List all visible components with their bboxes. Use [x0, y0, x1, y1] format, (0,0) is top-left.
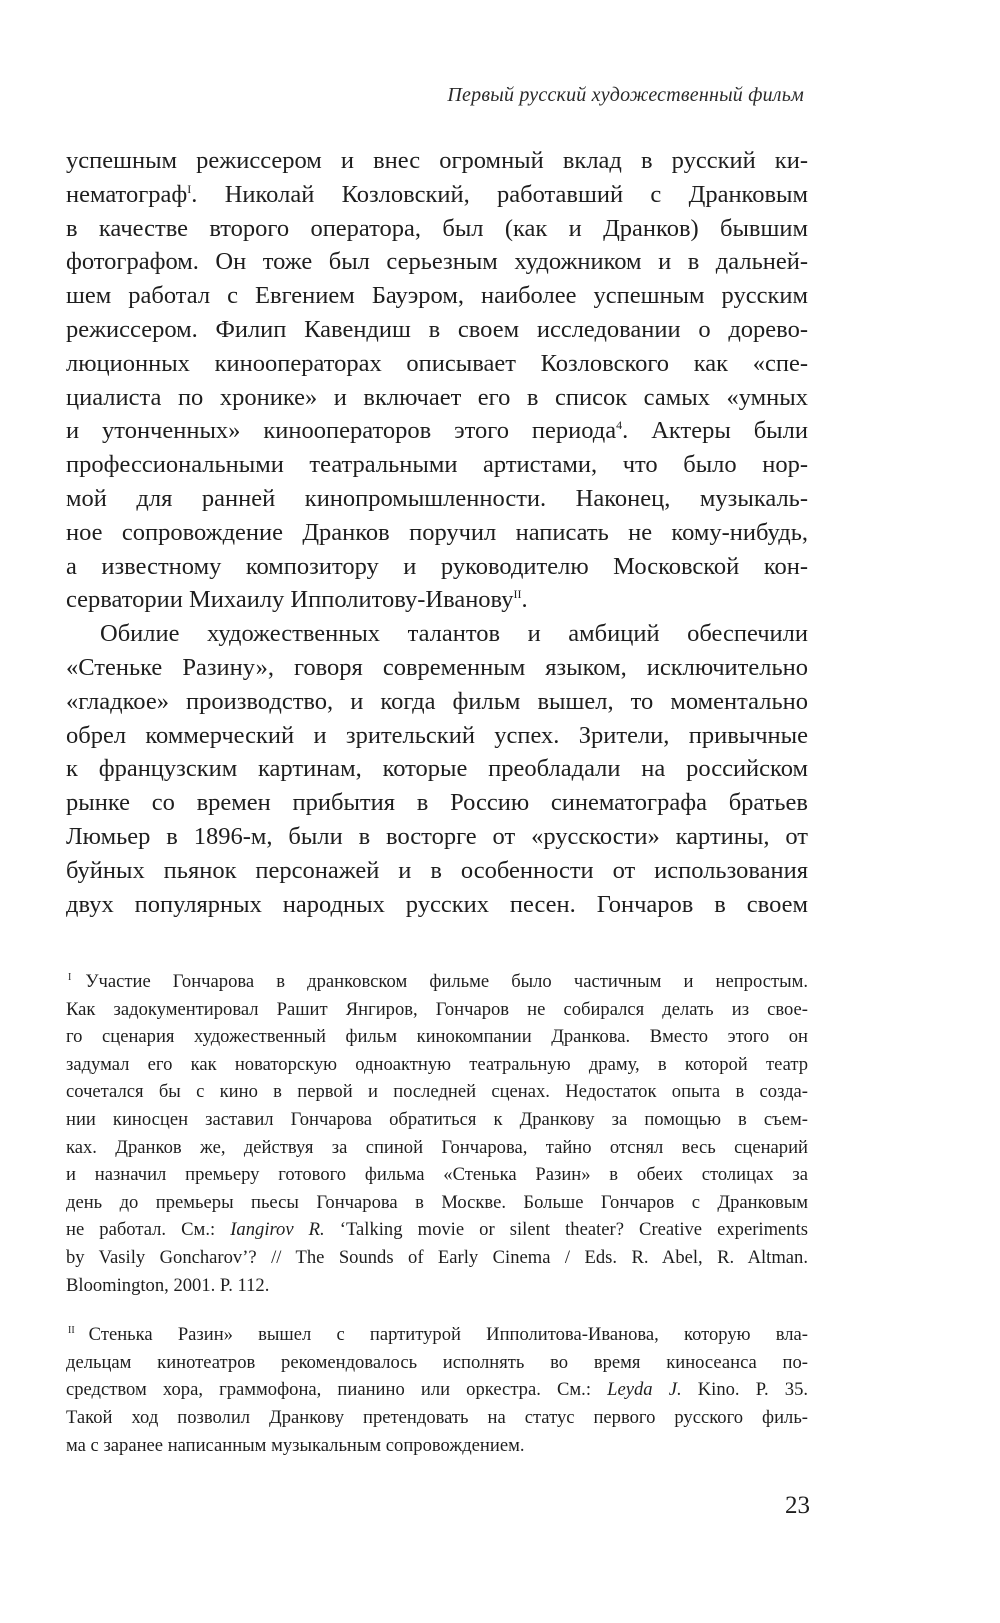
text-line: профессиональными театральными артистами, что было нор-	[66, 451, 808, 479]
footnote-line: задумал его как новаторскую одноактную театральную драму, в которой театр	[66, 1053, 808, 1075]
text-line: в качестве второго оператора, был (как и Дранков) бывшим	[66, 214, 808, 242]
footnote-line: дельцам кинотеатров рекомендовалось исполнять во время киносеанса по-	[66, 1351, 808, 1373]
text-line: фотографом. Он тоже был серьезным художником и в дальней-	[66, 248, 808, 276]
author-name: Iangirov R.	[230, 1219, 325, 1241]
page-number: 23	[785, 1492, 810, 1519]
footnote-line	[66, 968, 808, 996]
text-line	[66, 414, 808, 448]
text-run: . Николай Козловский, работавший с Дранковым	[191, 180, 808, 208]
text-run: и утонченных» кинооператоров этого периода	[66, 417, 617, 445]
footnote-mark: II	[68, 1324, 75, 1336]
footnote-reference: II	[513, 587, 522, 602]
text-line: Люмьер в 1896-м, были в восторге от «русскости» картины, от	[66, 822, 808, 850]
footnote-line: го сценария художественный фильм кинокомпании Дранкова. Вместо этого он	[66, 1026, 808, 1048]
footnote-line: Как задокументировал Рашит Янгиров, Гончаров не собирался делать из свое-	[66, 998, 808, 1020]
footnote-line	[66, 1321, 808, 1349]
text-run: Kino. P. 35.	[681, 1379, 809, 1401]
footnote-line: by Vasily Goncharov’? // The Sounds of Early Cinema / Eds. R. Abel, R. Altman.	[66, 1246, 808, 1268]
running-head: Первый русский художественный фильм	[447, 84, 804, 106]
text-run: серватории Михаилу Ипполитову-Иванову	[66, 586, 514, 614]
footnotes	[66, 968, 808, 1481]
text-line: ное сопровождение Дранков поручил написать не кому-нибудь,	[66, 518, 808, 546]
paragraph-1	[66, 144, 808, 617]
text-line: рынке со времен прибытия в Россию синематографа братьев	[66, 789, 808, 817]
text-line: двух популярных народных русских песен. Гончаров в своем	[66, 890, 808, 918]
footnote-line: день до премьеры пьесы Гончарова в Москве. Больше Гончаров с Дранковым	[66, 1191, 808, 1213]
footnote-2	[66, 1321, 808, 1459]
text-line: обрел коммерческий и зрительский успех. Зрители, привычные	[66, 721, 808, 749]
text-line: циалиста по хронике» и включает его в список самых «умных	[66, 383, 808, 411]
text-run: . Актеры были	[622, 417, 808, 445]
text-line: «гладкое» производство, и когда фильм вышел, то моментально	[66, 687, 808, 715]
text-run: Стенька Разин» вышел с партитурой Ипполитова-Иванова, которую вла-	[88, 1324, 808, 1346]
text-line: к французским картинам, которые преобладали на российском	[66, 755, 808, 783]
footnote-reference: I	[187, 181, 192, 196]
text-run: не работал. См.:	[66, 1219, 231, 1241]
text-line: мой для ранней кинопромышленности. Наконец, музыкаль-	[66, 484, 808, 512]
paragraph-2	[66, 617, 808, 921]
text-run: .	[521, 586, 528, 614]
footnote-reference: 4	[616, 418, 623, 433]
text-line: буйных пьянок персонажей и в особенности от использования	[66, 856, 808, 884]
text-line	[66, 583, 808, 617]
text-line: шем работал с Евгением Бауэром, наиболее успешным русским	[66, 282, 808, 310]
footnote-mark: I	[68, 971, 72, 983]
text-line: люционных кинооператорах описывает Козловского как «спе-	[66, 349, 808, 377]
text-run: нематограф	[66, 180, 188, 208]
footnote-line: сочетался бы с кино в первой и последней сценах. Недостаток опыта в созда-	[66, 1081, 808, 1103]
footnote-line: Bloomington, 2001. P. 112.	[66, 1274, 270, 1296]
text-run: ‘Talking movie or silent theater? Creative experiments	[324, 1219, 809, 1241]
text-line: «Стеньке Разину», говоря современным языком, исключительно	[66, 653, 808, 681]
footnote-line: ма с заранее написанным музыкальным сопровождением.	[66, 1434, 525, 1456]
footnote-line: ках. Дранков же, действуя за спиной Гончарова, тайно отснял весь сценарий	[66, 1136, 808, 1158]
footnote-line: нии киносцен заставил Гончарова обратиться к Дранкову за помощью в съем-	[66, 1108, 808, 1130]
text-line: успешным режиссером и внес огромный вклад в русский ки-	[66, 147, 808, 174]
main-text	[66, 144, 808, 921]
footnote-1	[66, 968, 808, 1299]
text-run: средством хора, граммофона, пианино или оркестра. См.:	[66, 1379, 608, 1401]
text-line: Обилие художественных талантов и амбиций обеспечили	[100, 620, 808, 648]
footnote-line: и назначил премьеру готового фильма «Стенька Разин» в обеих столицах за	[66, 1164, 808, 1186]
text-line: режиссером. Филип Кавендиш в своем исследовании о дорево-	[66, 315, 808, 343]
footnote-line: Такой ход позволил Дранкову претендовать на статус первого русского филь-	[66, 1406, 808, 1428]
author-name: Leyda J.	[607, 1379, 682, 1401]
text-run: Участие Гончарова в дранковском фильме было частичным и непростым.	[85, 971, 808, 992]
text-line: а известному композитору и руководителю Московской кон-	[66, 552, 808, 580]
text-line	[66, 178, 808, 212]
footnote-line	[66, 1216, 808, 1244]
footnote-line	[66, 1376, 808, 1404]
